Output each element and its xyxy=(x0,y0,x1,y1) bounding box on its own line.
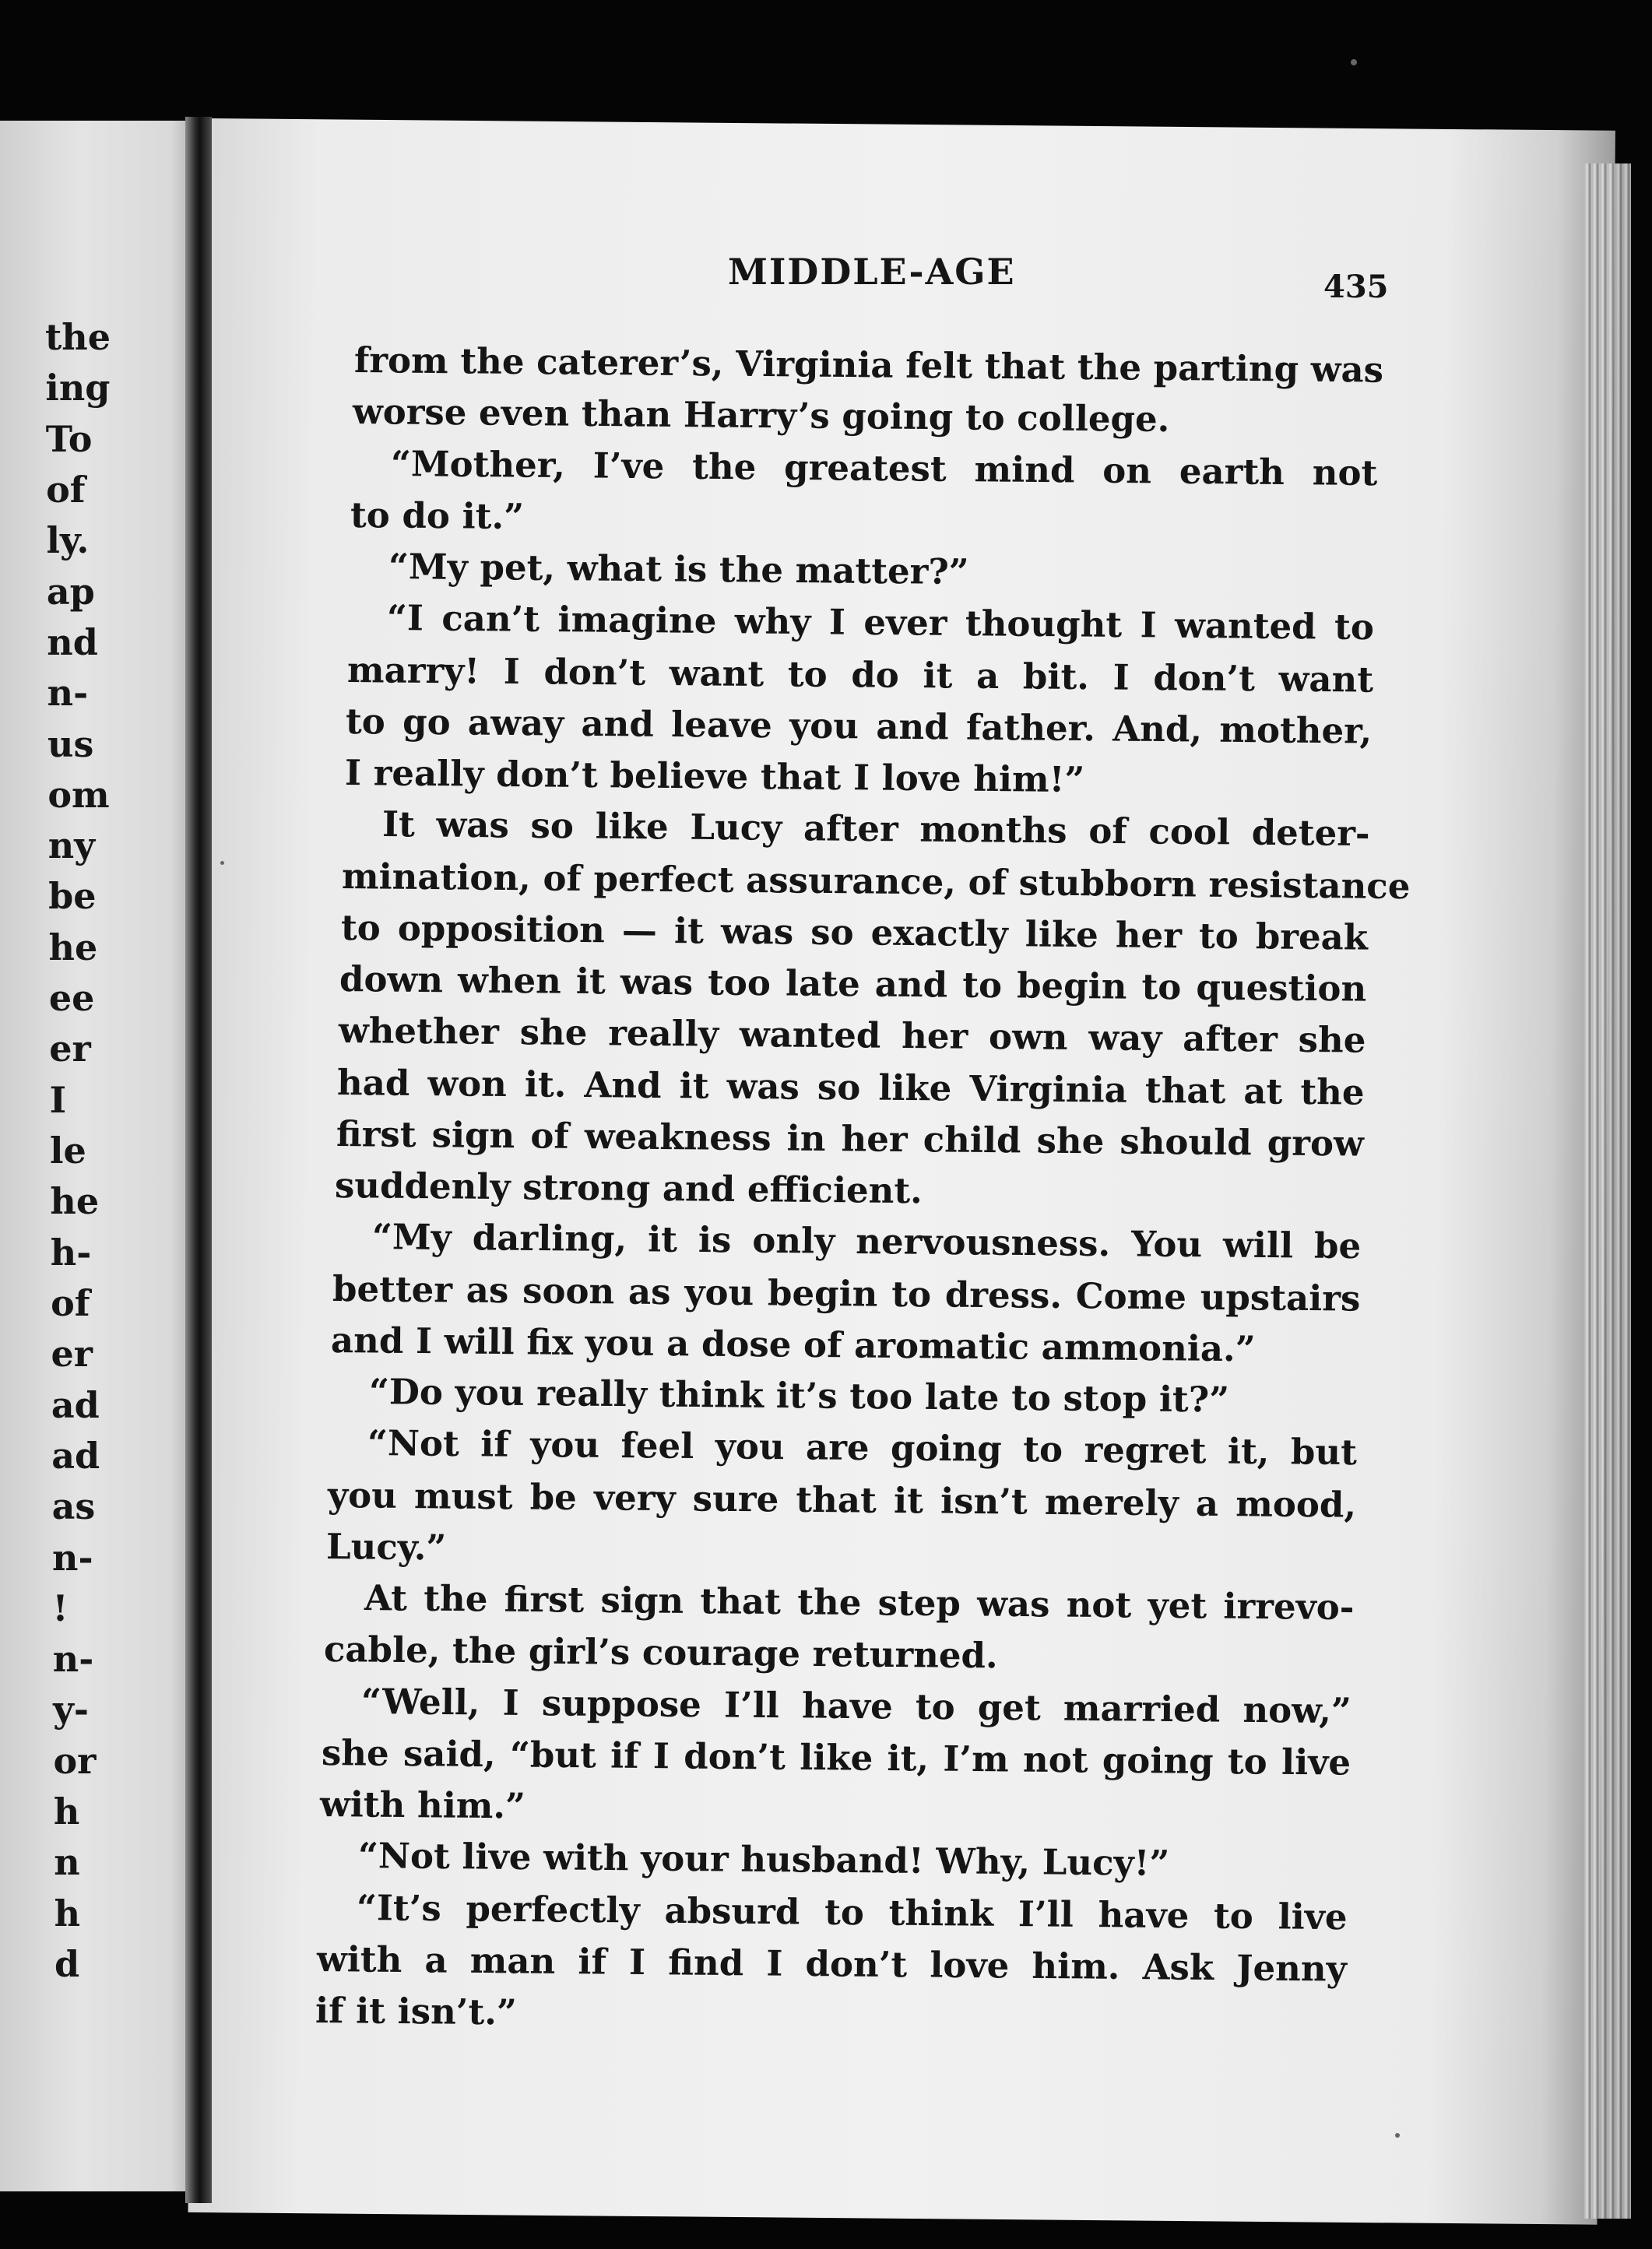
left-page-fragment: ee xyxy=(48,977,95,1020)
text-line: “Mother, I’ve the greatest mind on earth not xyxy=(390,442,1378,494)
left-page-fragment: le xyxy=(50,1130,86,1172)
left-page-fragment: d xyxy=(54,1943,80,1985)
running-head: MIDDLE-AGE xyxy=(728,251,1016,293)
dust-speck xyxy=(220,861,224,865)
text-line: first sign of weakness in her child she should grow xyxy=(336,1112,1364,1165)
text-line: “It’s perfectly absurd to think I’ll have to live xyxy=(356,1886,1348,1938)
text-line: marry! I don’t want to do it a bit. I don’t want xyxy=(346,648,1373,701)
text-line: you must be very sure that it isn’t merely a mood, xyxy=(327,1474,1356,1526)
page-edges xyxy=(1584,163,1631,2219)
text-line: “My pet, what is the matter?” xyxy=(388,546,969,593)
left-page-fragment: er xyxy=(49,1028,91,1070)
text-line: worse even than Harry’s going to college. xyxy=(353,391,1171,441)
left-page-fragment: y- xyxy=(53,1689,89,1731)
text-line: she said, “but if I don’t like it, I’m not going to live xyxy=(321,1731,1351,1783)
text-line: “My darling, it is only nervousness. You will be xyxy=(372,1216,1362,1267)
left-page-fragment: ing xyxy=(45,367,111,409)
left-page-fragment: as xyxy=(51,1485,96,1528)
text-line: better as soon as you begin to dress. Come upstairs xyxy=(332,1267,1361,1320)
text-line: “Not live with your husband! Why, Lucy!” xyxy=(357,1835,1170,1885)
left-page-fragment: n- xyxy=(52,1638,94,1681)
left-page-fragment: ! xyxy=(52,1587,69,1629)
left-page-fragment: ad xyxy=(51,1383,100,1426)
text-line: “Do you really think it’s too late to stop it?” xyxy=(368,1371,1229,1421)
text-line: to go away and leave you and father. And, mother, xyxy=(345,700,1373,752)
left-page-fragment: or xyxy=(53,1739,97,1782)
left-page-fragment: n- xyxy=(52,1536,93,1579)
left-page-fragment: I xyxy=(49,1078,67,1121)
left-page-fragment: he xyxy=(50,1180,100,1223)
text-line: “I can’t imagine why I ever thought I wanted to xyxy=(386,597,1375,648)
text-line: down when it was too late and to begin to question xyxy=(339,958,1367,1010)
left-page-fragment: ad xyxy=(51,1434,100,1477)
left-page-fragment: n xyxy=(54,1841,80,1884)
text-line: cable, the girl’s courage returned. xyxy=(323,1629,998,1677)
left-page-fragment: of xyxy=(46,468,86,511)
dust-speck xyxy=(1395,2133,1400,2138)
text-line: from the caterer’s, Virginia felt that the parting was xyxy=(353,339,1384,391)
text-line: It was so like Lucy after months of cool deter- xyxy=(381,803,1370,855)
text-line: mination, of perfect assurance, of stubborn resistance xyxy=(342,855,1411,907)
left-page-fragment: h xyxy=(53,1790,80,1833)
page-number: 435 xyxy=(1323,269,1389,305)
left-page-fragment: us xyxy=(47,722,94,765)
left-page-fragment: om xyxy=(47,773,110,816)
text-line: to do it.” xyxy=(350,494,525,537)
left-page-fragment: To xyxy=(45,417,93,460)
left-page-fragment: h- xyxy=(50,1231,92,1274)
left-page-fragment: er xyxy=(51,1333,93,1376)
text-line: “Well, I suppose I’ll have to get married now,” xyxy=(361,1680,1352,1731)
left-page-fragment: of xyxy=(51,1281,90,1324)
text-line: At the first sign that the step was not yet irrevo- xyxy=(364,1577,1355,1629)
left-page-fragment: he xyxy=(48,926,98,968)
text-line: if it isn’t.” xyxy=(315,1990,518,2033)
text-line: suddenly strong and efficient. xyxy=(334,1165,923,1212)
left-page-fragment: nd xyxy=(47,620,98,663)
left-page-fragment: ly. xyxy=(46,519,90,562)
book-gutter xyxy=(185,117,212,2203)
text-line: and I will fix you a dose of aromatic ammonia.” xyxy=(331,1319,1257,1370)
text-line: to opposition — it was so exactly like her to break xyxy=(340,906,1369,958)
left-page-fragment: the xyxy=(45,316,111,358)
text-line: had won it. And it was so like Virginia that at the xyxy=(336,1061,1365,1113)
left-page-fragment: be xyxy=(48,875,97,918)
left-page-fragment: h xyxy=(54,1892,81,1934)
text-line: whether she really wanted her own way after she xyxy=(338,1010,1366,1061)
left-page-fragment: n- xyxy=(47,672,89,715)
text-line: with him.” xyxy=(319,1783,526,1827)
previous-page-sliver xyxy=(0,121,201,2191)
text-line: Lucy.” xyxy=(325,1525,447,1569)
left-page-fragment: ap xyxy=(46,570,95,613)
left-page-fragment: ny xyxy=(47,824,95,867)
text-line: with a man if I find I don’t love him. Ask Jenny xyxy=(316,1938,1347,1990)
dust-speck xyxy=(1351,59,1357,65)
text-line: I really don’t believe that I love him!” xyxy=(344,752,1085,801)
text-line: “Not if you feel you are going to regret it, but xyxy=(367,1422,1358,1474)
